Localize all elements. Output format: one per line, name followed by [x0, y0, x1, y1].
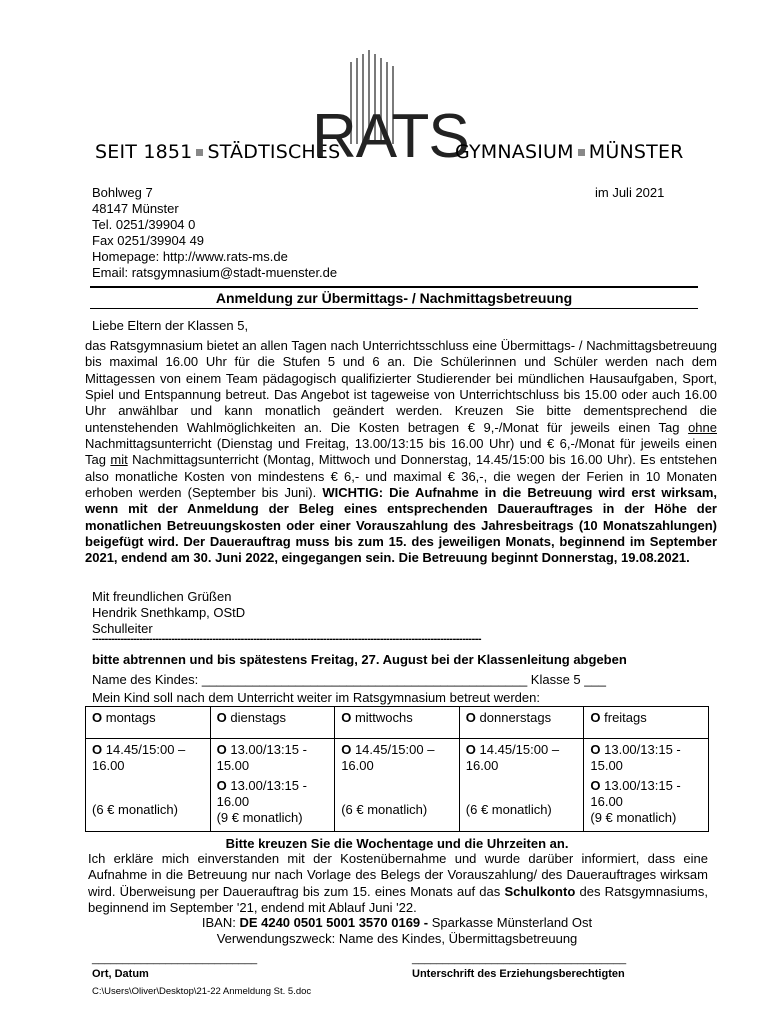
header-left — [95, 141, 340, 163]
iban-line — [85, 915, 709, 930]
consent-text — [88, 851, 708, 916]
cost-label: (9 € monatlich) — [590, 810, 677, 825]
label-guardian-signature: Unterschrift des Erziehungsberechtigten — [412, 968, 625, 980]
iban-number: DE 4240 0501 5001 3570 0169 - — [239, 915, 429, 930]
body-paragraph — [85, 338, 717, 567]
signature-line-guardian[interactable]: ___________________________________ — [412, 953, 627, 965]
slot-time: 14.45/15:00 – — [479, 742, 560, 757]
body-ohne: ohne — [688, 419, 717, 435]
address-street: Bohlweg 7 — [92, 185, 153, 200]
detach-instruction: bitte abtrennen und bis spätestens Freitag, 27. August bei der Klassenleitung abgeben — [92, 652, 627, 667]
cost-label: (6 € monatlich) — [92, 802, 178, 817]
header-muenster: MÜNSTER — [588, 141, 684, 163]
cost-label: (6 € monatlich) — [341, 802, 428, 817]
slot-time: 13.00/13:15 - — [230, 778, 307, 793]
closing-name: Hendrik Snethkamp, OStD — [92, 605, 246, 620]
slot-time-end: 15.00 — [590, 758, 623, 773]
friday-slot-1[interactable] — [590, 742, 702, 758]
child-name-field[interactable]: Name des Kindes: _____________________________________________ Klasse 5 ___ — [92, 672, 606, 687]
cost-label: (6 € monatlich) — [465, 802, 552, 817]
cut-line: --------------------------------------------------------------------------------------------------------------------------- — [92, 633, 482, 645]
title-rule-top — [90, 286, 698, 288]
iban-bank: Sparkasse Münsterland Ost — [428, 915, 593, 930]
wednesday-slot[interactable] — [341, 742, 453, 758]
address-tel: Tel. 0251/39904 0 — [92, 217, 196, 232]
checkbox-mark[interactable]: O — [92, 710, 103, 725]
slot-time: 14.45/15:00 – — [354, 742, 435, 757]
friday-times — [584, 739, 709, 832]
checkbox-mark[interactable]: O — [465, 742, 476, 757]
day-label: mittwochs — [354, 710, 413, 725]
option-monday[interactable] — [86, 707, 211, 739]
header-staedtisches: STÄDTISCHES — [207, 141, 341, 163]
checkbox-mark[interactable]: O — [216, 778, 227, 793]
footer-file-path: C:\Users\Oliver\Desktop\21-22 Anmeldung St. 5.doc — [92, 986, 312, 997]
consent-school-account: Schulkonto — [504, 883, 576, 899]
slot-time-end: 16.00 — [216, 794, 250, 809]
tuesday-times — [210, 739, 335, 832]
checkbox-mark[interactable]: O — [465, 710, 476, 725]
checkbox-mark[interactable]: O — [216, 742, 227, 757]
table-instruction: Bitte kreuzen Sie die Wochentage und die Uhrzeiten an. — [225, 836, 569, 851]
slot-time: 13.00/13:15 - — [230, 742, 307, 757]
logo-rats: RATS — [312, 102, 469, 171]
body-text-1: das Ratsgymnasium bietet an allen Tagen nach Unterrichtsschluss eine Übermittags- / Nachmittagsbetreuung bis maximal 16.00 Uhr für die Stufen 5 und 6 an. Die Schülerinnen und Schüler werden nach dem Mittagessen von einem Team pädagogisch qualifizierter Studierender bei mündlichen Hausaufgaben, Sport, Spiel und Entspannung betreut. Das Angebot ist tageweise von Unterrichtschluss bis 15.00 oder auch 16.00 Uhr anwählbar und kann monatlich geändert werden. Kreuzen Sie bitte dementsprechend die untenstehenden Wahlmöglichkeiten an. Die Kosten betragen € 9,-/Monat für jeweils einen Tag — [85, 338, 717, 435]
label-place-date: Ort, Datum — [92, 968, 149, 980]
day-label: donnerstags — [479, 710, 552, 725]
address-city: 48147 Münster — [92, 201, 179, 216]
signature-line-place-date[interactable]: ___________________________ — [92, 953, 258, 965]
friday-slot-2[interactable] — [590, 778, 702, 794]
iban-label: IBAN: — [201, 915, 240, 930]
tuesday-slot-2[interactable] — [217, 778, 329, 794]
checkbox-mark[interactable]: O — [341, 742, 352, 757]
letter-date: im Juli 2021 — [595, 185, 665, 200]
thursday-times — [459, 739, 584, 832]
form-intro: Mein Kind soll nach dem Unterricht weiter im Ratsgymnasium betreut werden: — [92, 690, 540, 705]
slot-time: 13.00/13:15 - — [604, 778, 681, 793]
body-text-3: Nachmittagsunterricht (Montag, Mittwoch und Donnerstag, 14.45/15:00 bis 16.00 Uhr). Es entstehen also monatliche Kosten von mindestens € 6,- und maximal € 36,-, die wegen der Ferien in 10 Monaten erhoben werden (September bis Juni). — [85, 452, 717, 501]
header-gymnasium: GYMNASIUM — [455, 141, 574, 163]
checkbox-mark[interactable]: O — [341, 710, 352, 725]
checkbox-mark[interactable]: O — [92, 742, 103, 757]
slot-time-end: 16.00 — [92, 758, 125, 773]
wednesday-times — [335, 739, 460, 832]
schedule-table — [85, 706, 709, 832]
day-label: freitags — [604, 710, 647, 725]
consent-text-2: des Ratsgymnasiums, beginnend im September '21, endend mit Ablauf Juni '22. — [88, 883, 708, 915]
slot-time-end: 16.00 — [590, 794, 623, 809]
consent-text-1: Ich erkläre mich einverstanden mit der Kostenübernahme und wurde darüber informiert, dass eine Aufnahme in die Betreuung nur nach Vorlage des Belegs der Vorauszahlung/ des Dauerauftrages wirksam wird. Überweisung per Dauerauftrag bis zum 15. eines Monats auf das — [88, 851, 708, 899]
separator-square — [578, 149, 585, 156]
body-text-2: Nachmittagsunterricht (Dienstag und Freitag, 13.00/13:15 bis 16.00 Uhr) und € 6,-/Monat für jeweils einen Tag — [85, 436, 717, 468]
option-wednesday[interactable] — [335, 707, 460, 739]
header-since: SEIT 1851 — [95, 141, 193, 163]
checkbox-mark[interactable]: O — [590, 710, 601, 725]
form-title: Anmeldung zur Übermittags- / Nachmittagsbetreuung — [215, 290, 573, 306]
option-tuesday[interactable] — [210, 707, 335, 739]
day-label: dienstags — [230, 710, 286, 725]
salutation: Liebe Eltern der Klassen 5, — [92, 318, 249, 333]
address-email: Email: ratsgymnasium@stadt-muenster.de — [92, 265, 338, 280]
address-homepage: Homepage: http://www.rats-ms.de — [92, 249, 288, 264]
cost-label: (9 € monatlich) — [216, 810, 303, 825]
checkbox-mark[interactable]: O — [216, 710, 227, 725]
option-friday[interactable] — [584, 707, 709, 739]
body-mit: mit — [110, 452, 128, 468]
slot-time: 14.45/15:00 – — [105, 742, 186, 757]
body-important: WICHTIG: Die Aufnahme in die Betreuung wird erst wirksam, wenn mit der Anmeldung der Beleg eines entsprechenden Dauerauftrages in der Höhe der monatlichen Betreuungskosten oder einer Vorauszahlung des Jahresbeitrags (10 Monatszahlungen) beigefügt wird. Der Dauerauftrag muss bis zum 15. des jeweiligen Monats, beginnend im September 2021, endend am 30. Juni 2022, eingegangen sein. Die Betreuung beginnt Donnerstag, 19.08.2021. — [85, 485, 717, 566]
closing-greeting: Mit freundlichen Grüßen — [92, 589, 232, 604]
separator-square — [196, 149, 203, 156]
checkbox-mark[interactable]: O — [590, 742, 601, 757]
slot-time-end: 16.00 — [465, 758, 499, 773]
tuesday-slot-1[interactable] — [217, 742, 329, 758]
address-block — [92, 185, 337, 281]
closing-role: Schulleiter — [92, 621, 153, 636]
slot-time-end: 15.00 — [216, 758, 250, 773]
day-label: montags — [105, 710, 156, 725]
monday-times — [86, 739, 211, 832]
purpose-line: Verwendungszweck: Name des Kindes, Übermittagsbetreuung — [216, 931, 578, 946]
address-fax: Fax 0251/39904 49 — [92, 233, 205, 248]
checkbox-mark[interactable]: O — [590, 778, 601, 793]
thursday-slot[interactable] — [466, 742, 578, 758]
title-rule-bottom — [90, 308, 698, 309]
closing-block — [92, 589, 245, 637]
option-thursday[interactable] — [459, 707, 584, 739]
header-right — [455, 141, 684, 163]
monday-slot[interactable] — [92, 742, 204, 758]
slot-time-end: 16.00 — [341, 758, 374, 773]
slot-time: 13.00/13:15 - — [604, 742, 681, 757]
